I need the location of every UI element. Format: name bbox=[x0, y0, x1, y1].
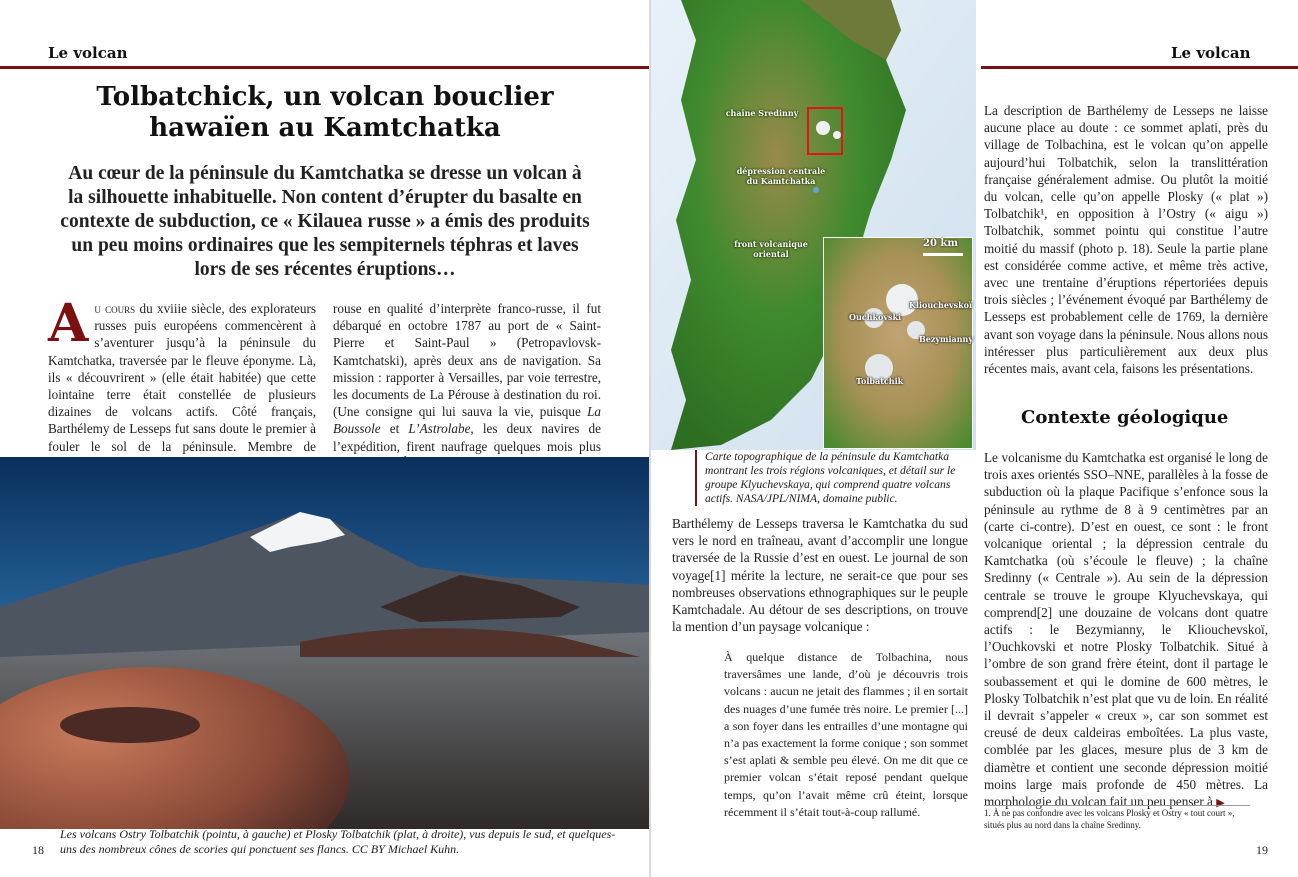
intro-smallcaps: u cours bbox=[94, 301, 136, 316]
section-tag: Le volcan bbox=[48, 44, 128, 62]
intro-text-2-mid: et bbox=[380, 421, 409, 437]
intro-text-2a: rouse en qualité d’interprète franco-russe, il fut débarqué en octobre 1787 au port de « Saint-Pierre et Saint-Paul » (Petropavlovsk-Kamtchatski), après deux ans de navigation. Sa mission : rapporter à Versailles, par voie terrestre, les documents de La Pérouse à destination du roi. (Une consigne qui lui sauva la vie, puisque bbox=[333, 301, 601, 420]
historical-quote: À quelque distance de Tolbachina, nous traversâmes une lande, d’où je découvris trois volcans : aucun ne jetait des flammes ; il en sortait des nuages d’une fumée très noire. Le premier [...] a son foyer dans les entrailles d’une montagne qui n’a pas exactement la forme conique ; son sommet s’est aplati & semble peu élevé. On me dit que ce premier volcan s’était reposé pendant quelque temps, qu’on l’avait même crû éteint, lorsque récemment il s’était tout-à-coup rallumé. bbox=[724, 650, 968, 819]
map-label-sredinny: chaîne Sredinny bbox=[725, 108, 799, 118]
section-heading: Contexte géologique bbox=[1021, 407, 1229, 428]
inset-label-ouchkovski: Ouchkovski bbox=[849, 312, 902, 322]
photo-caption: Les volcans Ostry Tolbatchik (pointu, à gauche) et Plosky Tolbatchik (plat, à droite), vus depuis le sud, et quelques-uns des nombreux cônes de scories qui ponctuent ses flancs. CC BY Michael Kuhn. bbox=[60, 827, 616, 856]
right-page bbox=[651, 0, 1298, 877]
map-label-depression: dépression centrale du Kamtchatka bbox=[736, 166, 826, 186]
inset-label-kliouchevskoi: Kliouchevskoï bbox=[909, 300, 973, 310]
page-number-left: 18 bbox=[32, 843, 44, 857]
intro-text-1: du xviiie siècle, des explorateurs russes puis européens commencèrent à s’aventurer jusqu’à la péninsule du Kamtchatka, traversée par le fleuve éponyme. Là, ils « découvrirent » (elle était habitée) que cette lointaine terre était constellée de plusieurs dizaines de volcans actifs. Côté français, Barthélemy de Lesseps fut sans doute le premier à fouler le sol de la péninsule. Membre de bbox=[48, 301, 317, 454]
article-lead: Au cœur de la péninsule du Kamtchatka se dresse un volcan à la silhouette inhabituelle. Non content d’érupter du basalte en contexte de subduction, ce « Kilauea russe » a émis des produits un peu moins ordinaires que les sempiternels téphras et laves lors de ses récentes éruptions… bbox=[60, 163, 590, 280]
footnote: 1. À ne pas confondre avec les volcans Plosky et Ostry « tout court », situés plus au nord dans la chaîne Sredinny. bbox=[984, 805, 1250, 831]
intro-column-1 bbox=[48, 293, 317, 472]
map-detail-box bbox=[807, 107, 843, 155]
section-tag: Le volcan bbox=[1171, 44, 1251, 62]
body-column-right-bottom bbox=[984, 449, 1268, 812]
map-scale-label: 20 km bbox=[923, 238, 958, 249]
header-rule bbox=[981, 66, 1298, 69]
map-caption: Carte topographique de la péninsule du Kamtchatka montrant les trois régions volcaniques, et détail sur le groupe Klyuchevskaya, qui comprend quatre volcans actifs. NASA/JPL/NIMA, domaine public. bbox=[695, 450, 975, 506]
volcano-photo-image bbox=[0, 457, 649, 829]
page-number-right: 19 bbox=[1256, 843, 1268, 857]
body-column-left bbox=[672, 515, 968, 635]
continue-arrow-icon: ▶ bbox=[1216, 797, 1225, 810]
volcano-photo bbox=[0, 457, 649, 829]
body-paragraph: Barthélemy de Lesseps traversa le Kamtchatka du sud vers le nord en traîneau, avant d’accomplir une longue traversée de la Russie d’est en ouest. Le journal de son voyage[1] mérite la lecture, ne serait-ce que pour ses nombreuses observations ethnographiques sur le peuple Kamtchadale. Au détour de ses descriptions, on trouve la mention d’un paysage volcanique : bbox=[672, 516, 968, 635]
inset-label-tolbatchik: Tolbatchik bbox=[856, 376, 904, 386]
kamchatka-map bbox=[651, 0, 976, 450]
map-scale-bar bbox=[923, 253, 963, 256]
intro-column-2 bbox=[333, 300, 601, 472]
drop-cap: A bbox=[48, 293, 89, 354]
ship-boussole: La Boussole bbox=[333, 404, 601, 437]
body-paragraph: Le volcanisme du Kamtchatka est organisé le long de trois axes orientés SSO–NNE, parallèles à la fosse de subduction où la plaque Pacifique s’enfonce sous la péninsule au rythme de 8 à 9 centimètres par an (carte ci-contre). D’est en ouest, ce sont : le front volcanique oriental ; la dépression centrale du Kamtchatka (où s’écoule le fleuve) ; la chaîne Sredinny (« Centrale »). Au sein de la dépression centrale se trouve le groupe Klyuchevskaya, qui comprend[2] une douzaine de volcans dont quatre actifs : le Bezymianny, le Kliouchevskoï, l’Ouchkovski et notre Plosky Tolbatchik. Situé à l’ombre de son grand frère éteint, dont il partage le soubassement et qui le domine de 600 mètres, le Plosky Tolbatchik n’est plat que vu de loin. En réalité il devrait s’appeler « creux », car son sommet est creusé de deux caldeiras emboîtées. La plus vaste, comblée par les glaces, mesure plus de 3 km de diamètre et contient une seconde dépression moitié moins large mais profonde de 450 mètres. La morphologie du volcan fait un peu penser à bbox=[984, 450, 1268, 810]
body-column-right-top bbox=[984, 102, 1268, 377]
header-rule bbox=[0, 66, 649, 69]
article-title: Tolbatchick, un volcan bouclier hawaïen au Kamtchatka bbox=[96, 82, 554, 143]
body-paragraph: La description de Barthélemy de Lesseps ne laisse aucune place au doute : ce sommet aplati, près du village de Tolbachina, est le volcan qu’on appelle aujourd’hui Tolbatchik, selon la translittération française généralement admise. Ou plutôt la moitié du volcan, celle qu’on appelle Plosky (« plat ») Tolbatchik¹, en opposition à l’Ostry (« aigu ») Tolbatchik, sommet pointu qui constitue l’autre moitié du massif (photo p. 18). Seule la partie plane est considérée comme active, et même très active, avec une trentaine d’éruptions répertoriées depuis trois siècles ; l’événement évoqué par Barthélemy de Lesseps est probablement celle de 1769, la dernière avant son voyage dans la péninsule. Nous allons nous intéresser plus particulièrement aux deux plus récentes mais, avant cela, faisons les présentations. bbox=[984, 103, 1268, 377]
intro-text-2b: , les deux navires de l’expédition, firent naufrage quelques mois plus bbox=[333, 421, 601, 454]
ship-astrolabe: L’Astrolabe bbox=[408, 421, 471, 437]
inset-label-bezymianny: Bezymianny bbox=[919, 334, 974, 344]
map-label-front: front volcanique oriental bbox=[734, 239, 808, 259]
